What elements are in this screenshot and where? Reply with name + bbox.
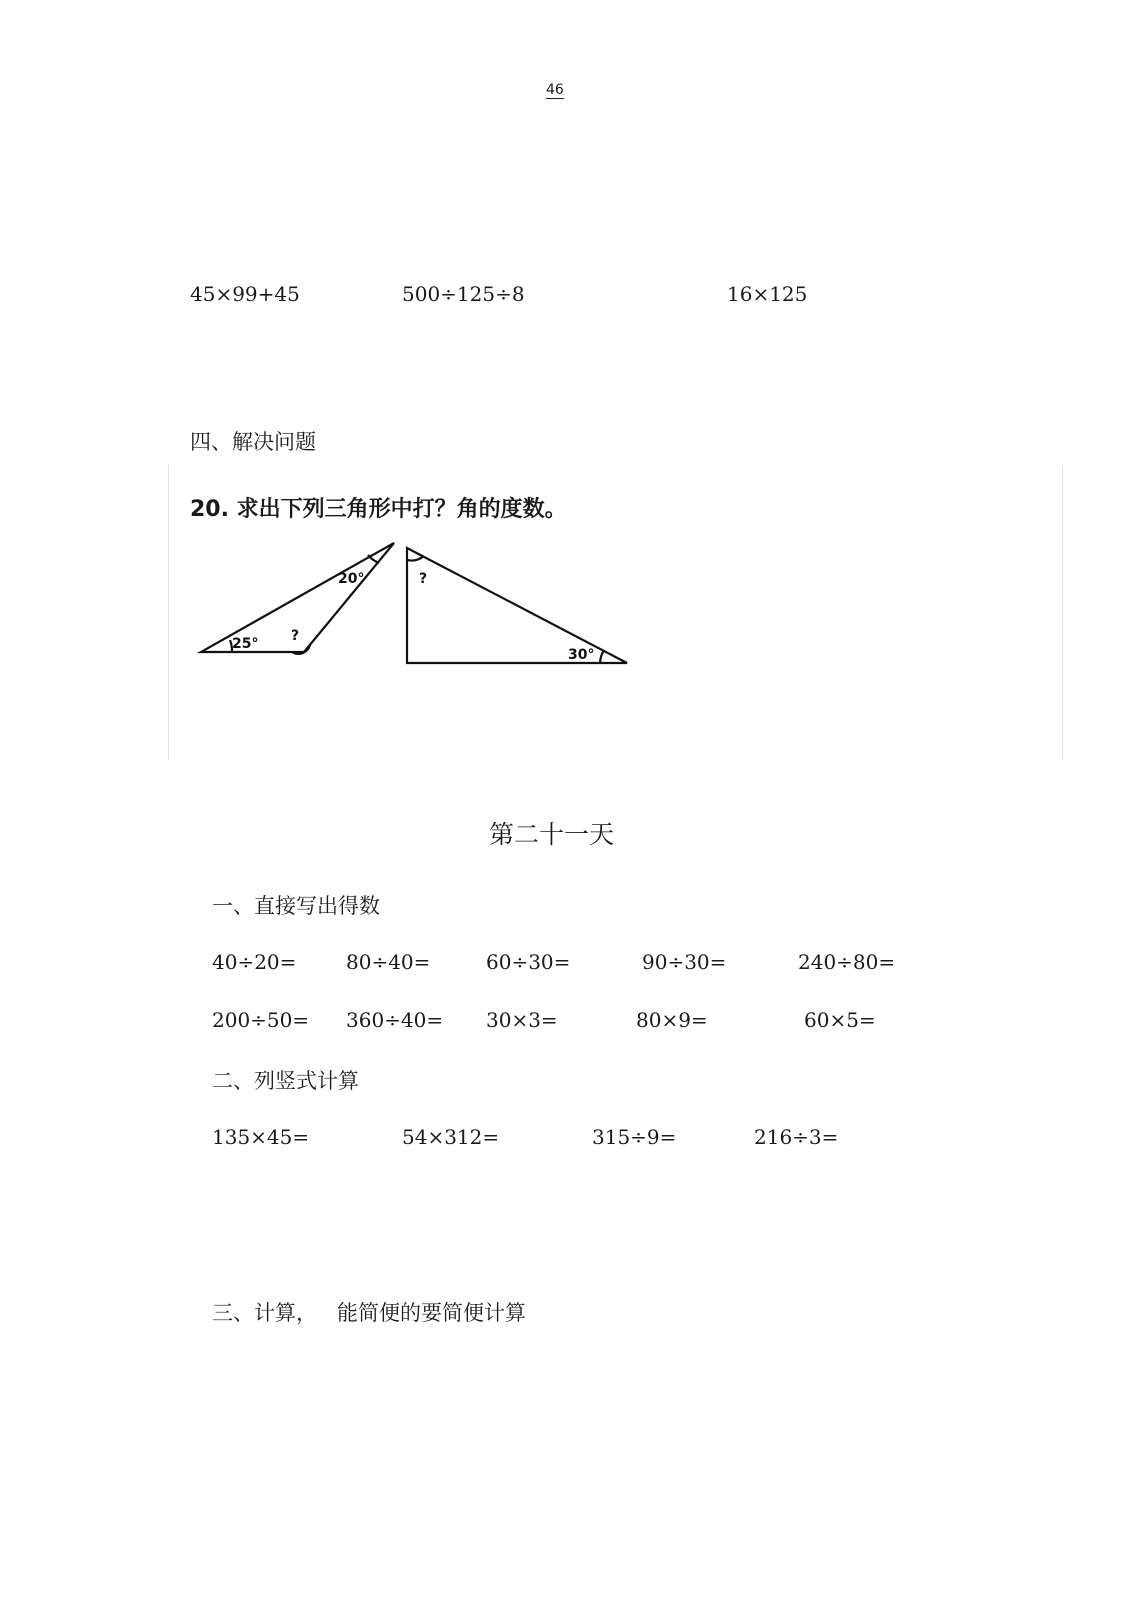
oral-calc-item: 90÷30= [642, 950, 727, 974]
heading-direct-answers: 一、直接写出得数 [212, 894, 380, 918]
right-unknown-label: ? [419, 571, 428, 587]
heading-solve-problems: 四、解决问题 [190, 430, 316, 454]
vertical-calc-item: 135×45= [212, 1125, 310, 1149]
triangle-right [407, 548, 627, 663]
vertical-calc-item: 216÷3= [754, 1125, 839, 1149]
oral-calc-item: 200÷50= [212, 1008, 310, 1032]
heading-simplified-calc: 三、计算， 能简便的要简便计算 [212, 1301, 527, 1325]
angle-20-label: 20° [338, 571, 365, 587]
day-title: 第二十一天 [489, 820, 615, 849]
left-unknown-label: ? [291, 628, 300, 644]
oral-calc-item: 60×5= [804, 1008, 876, 1032]
oral-calc-item: 80÷40= [346, 950, 431, 974]
expression-3: 16×125 [727, 282, 808, 306]
oral-calc-item: 360÷40= [346, 1008, 444, 1032]
heading-vertical-calc: 二、列竖式计算 [212, 1069, 359, 1093]
oral-calc-item: 60÷30= [486, 950, 571, 974]
vertical-calc-item: 54×312= [402, 1125, 500, 1149]
page-number: 46 [546, 82, 564, 98]
oral-calc-item: 30×3= [486, 1008, 558, 1032]
angle-30-label: 30° [568, 647, 595, 663]
expression-2: 500÷125÷8 [402, 282, 525, 306]
oral-calc-item: 240÷80= [798, 950, 896, 974]
problem-20-text: 20. 求出下列三角形中打？角的度数。 [190, 497, 567, 522]
expression-1: 45×99+45 [190, 282, 300, 306]
oral-calc-item: 40÷20= [212, 950, 297, 974]
angle-25-label: 25° [232, 636, 259, 652]
oral-calc-item: 80×9= [636, 1008, 708, 1032]
vertical-calc-item: 315÷9= [592, 1125, 677, 1149]
